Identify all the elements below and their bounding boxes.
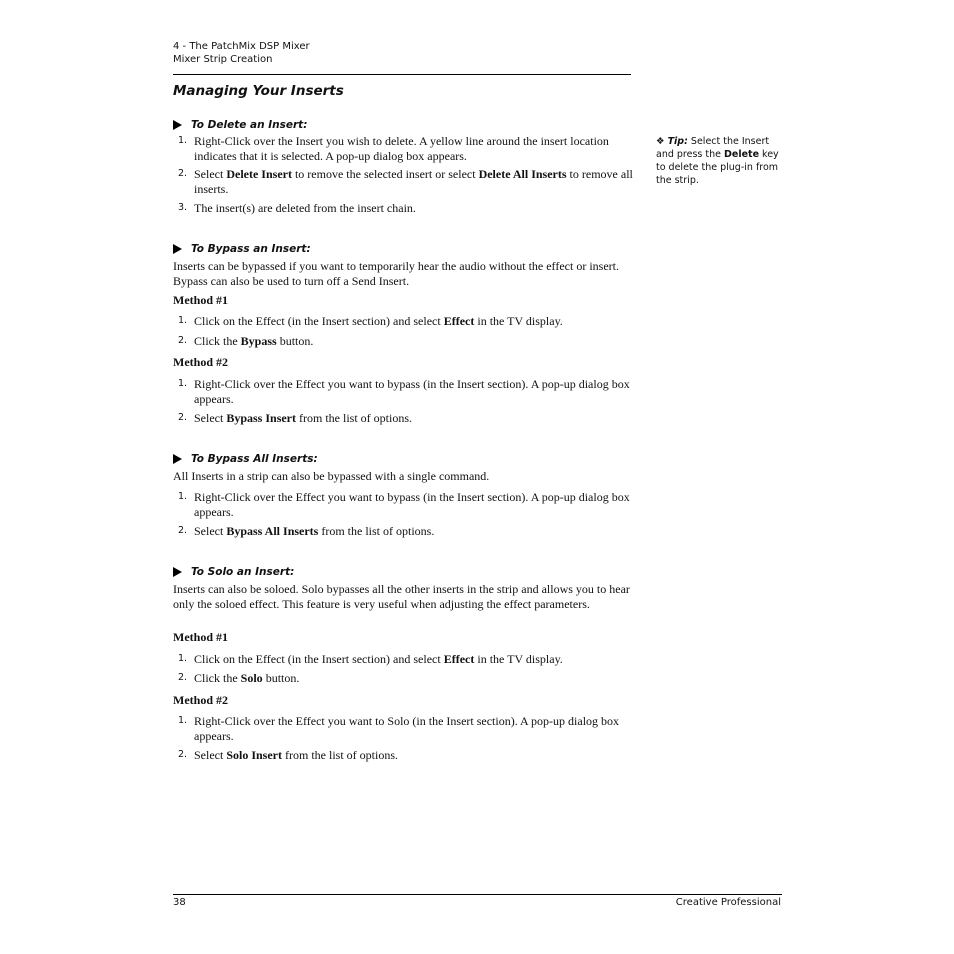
method-label: Method #2: [173, 693, 228, 707]
paragraph: Inserts can also be soloed. Solo bypasses all the other inserts in the strip and allows you to hear only the soloed effect. This feature is very useful when adjusting the effect parameters.: [173, 582, 630, 611]
tip-note: ❖ Tip: Select the Insert and press the Delete key to delete the plug-in from the strip.: [656, 136, 779, 186]
footer-brand: Creative Professional: [675, 897, 781, 908]
diamond-bullet-icon: ❖: [656, 136, 665, 147]
heading-bypass-all-inserts: To Bypass All Inserts:: [173, 453, 318, 465]
page-title: Managing Your Inserts: [173, 83, 344, 99]
method-label: Method #1: [173, 630, 228, 644]
footer-rule: [173, 894, 782, 895]
page-number: 38: [173, 897, 186, 908]
triangle-bullet-icon: [173, 244, 182, 254]
triangle-bullet-icon: [173, 120, 182, 130]
delete-key-label: Delete: [724, 149, 760, 160]
paragraph: All Inserts in a strip can also be bypassed with a single command.: [173, 469, 490, 483]
triangle-bullet-icon: [173, 567, 182, 577]
triangle-bullet-icon: [173, 454, 182, 464]
header-rule: [173, 74, 631, 75]
running-header: [173, 40, 310, 66]
method-label: Method #1: [173, 293, 228, 307]
heading-solo-insert: To Solo an Insert:: [173, 566, 294, 578]
heading-bypass-insert: To Bypass an Insert:: [173, 243, 311, 255]
header-chapter: 4 - The PatchMix DSP Mixer: [173, 41, 310, 52]
method-label: Method #2: [173, 355, 228, 369]
paragraph: Inserts can be bypassed if you want to temporarily hear the audio without the effect or insert. Bypass can also be used to turn off a Send Insert.: [173, 259, 619, 288]
heading-delete-insert: To Delete an Insert:: [173, 119, 307, 131]
tip-label: Tip:: [667, 136, 688, 147]
header-section: Mixer Strip Creation: [173, 54, 273, 65]
